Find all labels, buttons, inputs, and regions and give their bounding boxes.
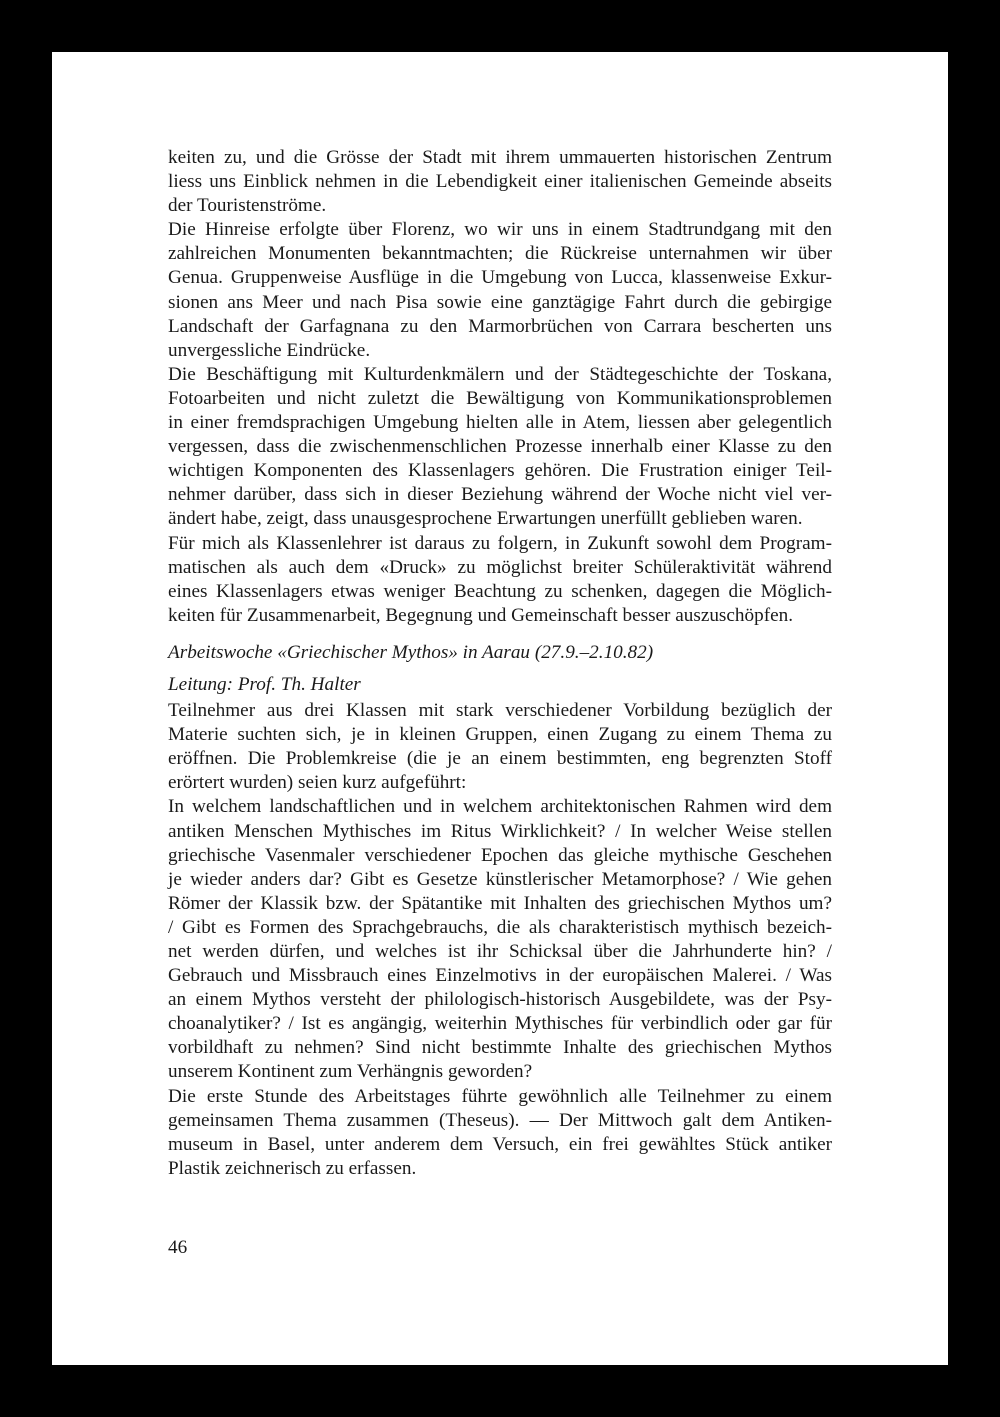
text-line: griechische Vasenmaler verschiedener Epochen das gleiche mythische Geschehen (168, 844, 832, 866)
text-line: unserem Kontinent zum Verhängnis geworden? (168, 1061, 533, 1083)
text-line: net werden dürfen, und welches ist ihr Schicksal über die Jahrhunderte hin? / (168, 941, 832, 962)
text-line: vorbildhaft zu nehmen? Sind nicht bestimmte Inhalte des griechischen Mythos (168, 1037, 832, 1059)
text-line: wichtigen Komponenten des Klassenlagers gehören. Die Frustration einiger Teil- (168, 460, 832, 482)
paragraph (168, 795, 832, 1084)
text-line: museum in Basel, unter anderem dem Versuch, ein frei gewähltes Stück antiker (168, 1133, 832, 1155)
page-number: 46 (168, 1237, 188, 1258)
text-line: der Touristenströme. (168, 195, 327, 217)
text-line: zahlreichen Monumenten bekanntmachten; die Rückreise unternahmen wir über (168, 243, 832, 265)
text-line: je wieder anders dar? Gibt es Gesetze künstlerischer Metamorphose? / Wie gehen (168, 868, 832, 890)
text-line: antiken Menschen Mythisches im Ritus Wirklichkeit? / In welcher Weise stellen (168, 820, 832, 842)
paragraph (168, 532, 832, 628)
text-line: Landschaft der Garfagnana zu den Marmorbrüchen von Carrara bescherten uns (168, 315, 832, 337)
text-line: In welchem landschaftlichen und in welchem architektonischen Rahmen wird dem (168, 796, 832, 818)
text-line: Für mich als Klassenlehrer ist daraus zu folgern, in Zukunft sowohl dem Program- (168, 532, 832, 554)
text-line: Die erste Stunde des Arbeitstages führte gewöhnlich alle Teilnehmer zu einem (168, 1085, 832, 1107)
body-text (168, 146, 832, 1181)
text-line: keiten für Zusammenarbeit, Begegnung und Gemeinschaft besser auszuschöpfen. (168, 604, 793, 626)
section-heading: Arbeitswoche «Griechischer Mythos» in Aarau (27.9.–2.10.82) (168, 641, 654, 663)
text-line: Römer der Klassik bzw. der Spätantike mit Inhalten des griechischen Mythos um? (168, 892, 832, 914)
text-line: eröffnen. Die Problemkreise (die je an einem bestimmten, eng begrenzten Stoff (168, 748, 832, 770)
text-line: in einer fremdsprachigen Umgebung hielten alle in Atem, liessen aber gelegentlich (168, 412, 832, 434)
text-line: keiten zu, und die Grösse der Stadt mit ihrem ummauerten historischen Zentrum (168, 147, 832, 168)
text-line: choanalytiker? / Ist es angängig, weiterhin Mythisches für verbindlich oder gar für (168, 1013, 832, 1035)
text-line: erörtert wurden) seien kurz aufgeführt: (168, 772, 467, 794)
text-line: Die Beschäftigung mit Kulturdenkmälern und der Städtegeschichte der Toskana, (168, 363, 832, 385)
text-line: sionen ans Meer und nach Pisa sowie eine ganztägige Fahrt durch die gebirgige (168, 291, 832, 313)
text-line: Fotoarbeiten und nicht zuletzt die Bewältigung von Kommunikationsproblemen (168, 387, 832, 409)
text-line: Die Hinreise erfolgte über Florenz, wo wir uns in einem Stadtrundgang mit den (168, 219, 832, 241)
paragraph (168, 146, 832, 218)
section-leader: Leitung: Prof. Th. Halter (168, 673, 361, 695)
text-line: nehmer darüber, dass sich in dieser Beziehung während der Woche nicht viel ver- (168, 484, 832, 506)
paragraph (168, 363, 832, 532)
text-line: Materie suchten sich, je in kleinen Gruppen, einen Zugang zu einem Thema zu (168, 724, 832, 746)
text-line: liess uns Einblick nehmen in die Lebendigkeit einer italienischen Gemeinde abseits (168, 171, 832, 193)
paragraph (168, 699, 832, 795)
text-line: Gebrauch und Missbrauch eines Einzelmotivs in der europäischen Malerei. / Was (168, 965, 832, 987)
document-page (52, 52, 948, 1365)
text-line: ändert habe, zeigt, dass unausgesprochene Erwartungen unerfüllt geblieben waren. (168, 508, 803, 530)
text-line: eines Klassenlagers etwas weniger Beachtung zu schenken, dagegen die Möglich- (168, 580, 832, 602)
text-line: an einem Mythos versteht der philologisch-historisch Ausgebildete, was der Psy- (168, 989, 832, 1011)
text-line: gemeinsamen Thema zusammen (Theseus). — Der Mittwoch galt dem Antiken- (168, 1109, 832, 1131)
text-line: matischen als auch dem «Druck» zu möglichst breiter Schüleraktivität während (168, 556, 832, 578)
text-line: unvergessliche Eindrücke. (168, 339, 371, 361)
paragraph (168, 1085, 832, 1181)
text-line: Teilnehmer aus drei Klassen mit stark verschiedener Vorbildung bezüglich der (168, 700, 832, 722)
paragraph (168, 218, 832, 363)
text-line: vergessen, dass die zwischenmenschlichen Prozesse innerhalb einer Klasse zu den (168, 436, 832, 458)
text-line: Genua. Gruppenweise Ausflüge in die Umgebung von Lucca, klassenweise Exkur- (168, 267, 832, 289)
text-line: / Gibt es Formen des Sprachgebrauchs, die als charakteristisch mythisch bezeich- (168, 916, 832, 938)
text-line: Plastik zeichnerisch zu erfassen. (168, 1157, 417, 1179)
